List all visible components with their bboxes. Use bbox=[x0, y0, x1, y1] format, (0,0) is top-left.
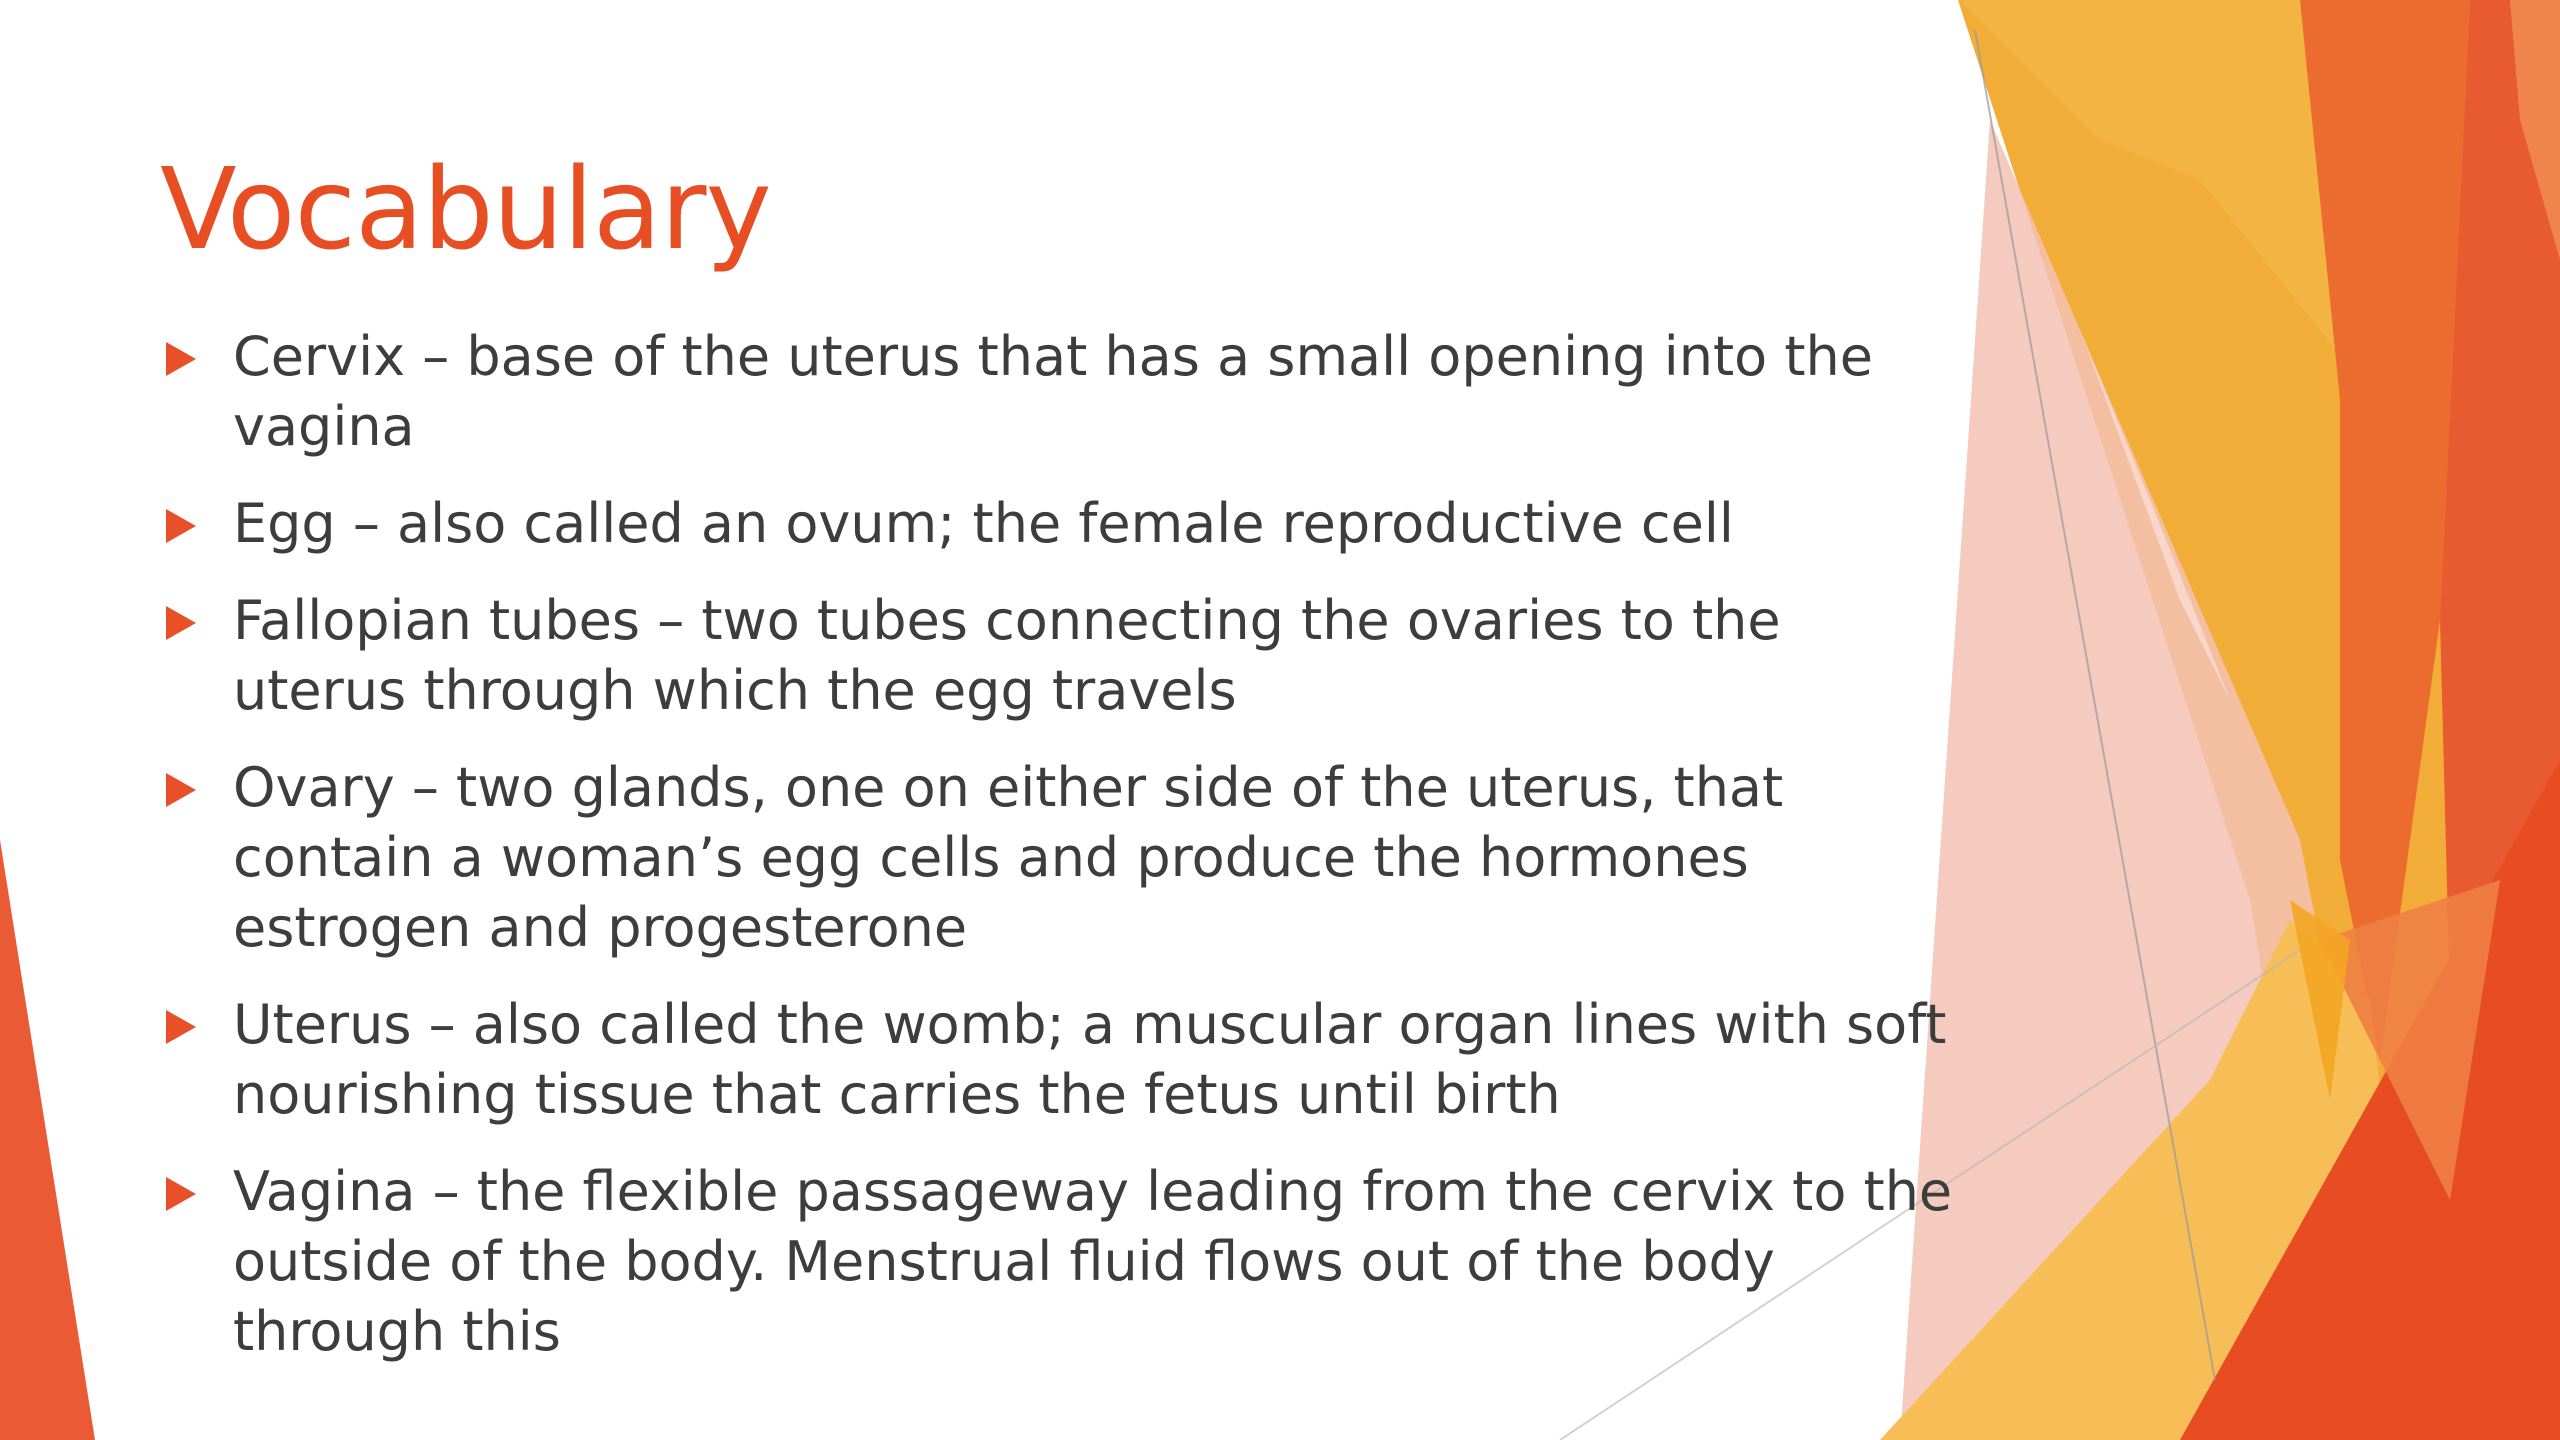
triangle-bullet-icon bbox=[166, 1177, 196, 1211]
list-item-text: Uterus – also called the womb; a muscular organ lines with soft nourishing tissue that carries the fetus until birth bbox=[233, 993, 1947, 1126]
vocabulary-list bbox=[160, 322, 1960, 1394]
list-item-text: Ovary – two glands, one on either side of the uterus, that contain a woman’s egg cells and produce the hormones estrogen and progesterone bbox=[233, 756, 1784, 959]
triangle-bullet-icon bbox=[166, 509, 196, 543]
triangle-bullet-icon bbox=[166, 606, 196, 640]
list-item bbox=[160, 1157, 1960, 1367]
triangle-bullet-icon bbox=[166, 773, 196, 807]
left-accent-shape bbox=[0, 840, 95, 1440]
list-item bbox=[160, 990, 1960, 1130]
list-item bbox=[160, 753, 1960, 963]
list-item-text: Cervix – base of the uterus that has a small opening into the vagina bbox=[233, 325, 1873, 458]
list-item bbox=[160, 489, 1960, 559]
list-item-text: Vagina – the flexible passageway leading from the cervix to the outside of the body. Menstrual fluid flows out of the body through this bbox=[233, 1160, 1953, 1363]
list-item bbox=[160, 322, 1960, 462]
triangle-bullet-icon bbox=[166, 342, 196, 376]
triangle-bullet-icon bbox=[166, 1010, 196, 1044]
list-item bbox=[160, 586, 1960, 726]
list-item-text: Egg – also called an ovum; the female reproductive cell bbox=[233, 492, 1734, 555]
slide-title: Vocabulary bbox=[160, 145, 771, 275]
list-item-text: Fallopian tubes – two tubes connecting the ovaries to the uterus through which the egg travels bbox=[233, 589, 1781, 722]
